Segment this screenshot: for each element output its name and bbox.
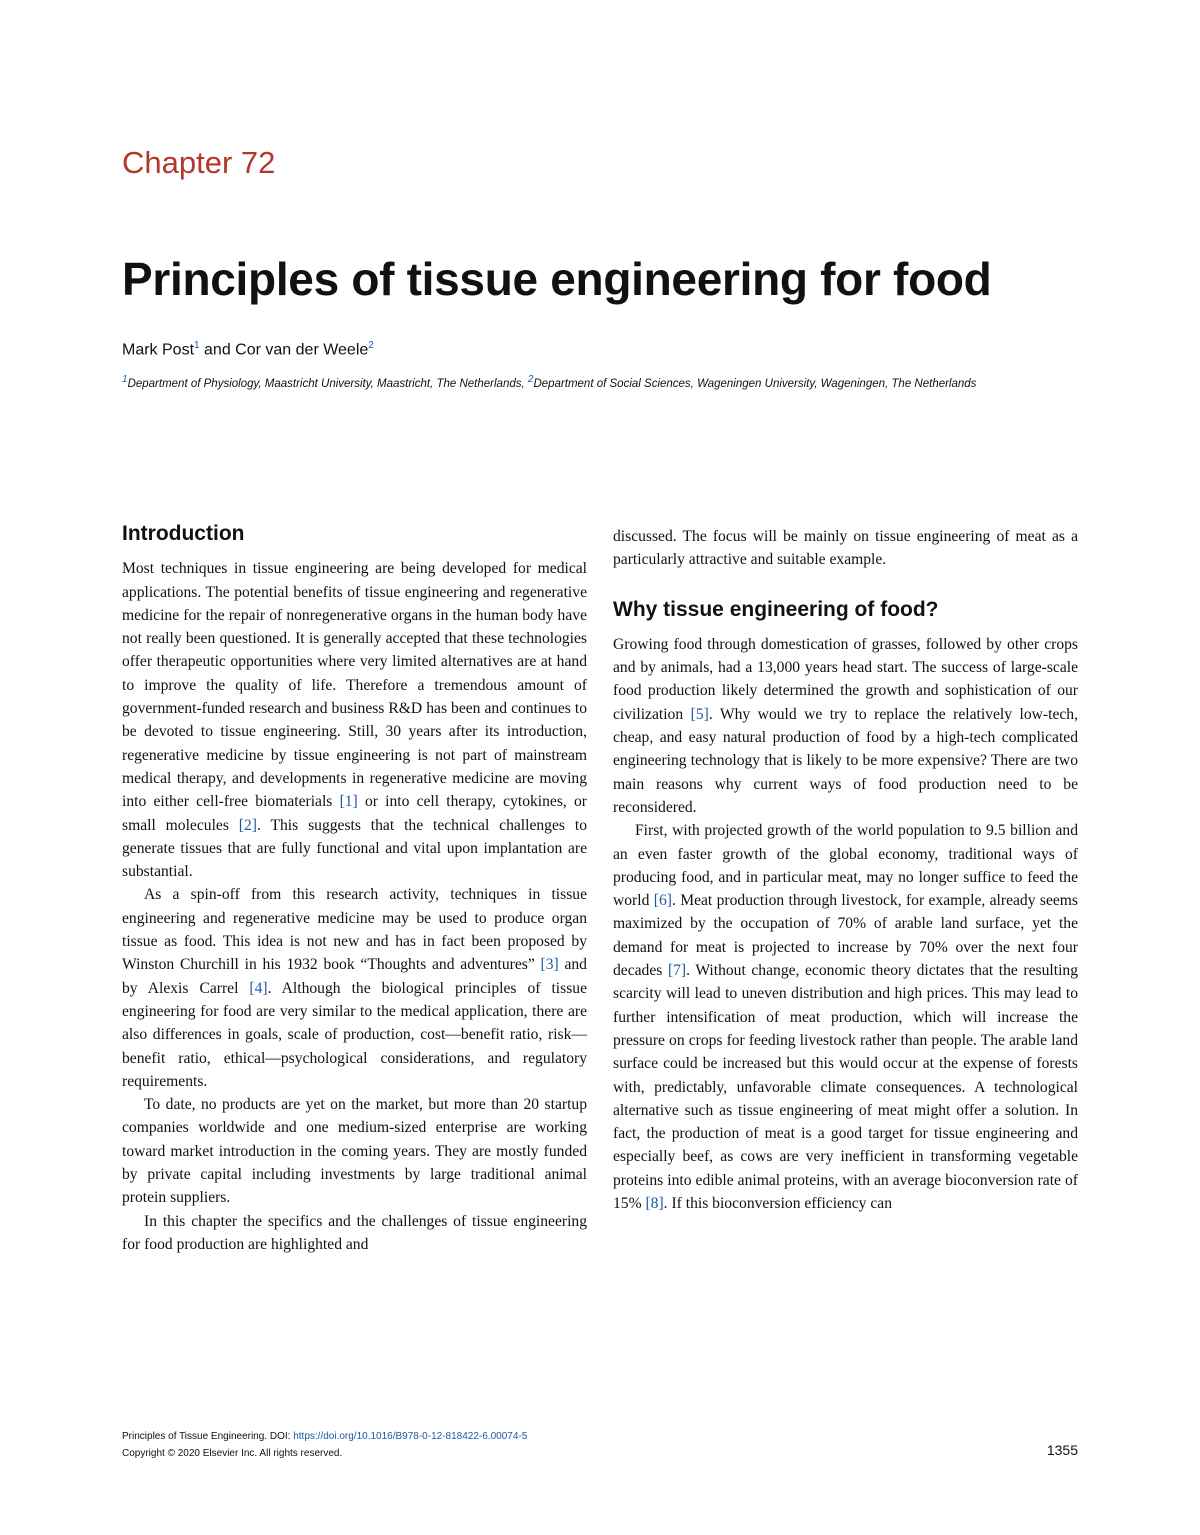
citation-link[interactable]: [4] xyxy=(249,979,268,997)
paragraph xyxy=(613,633,1078,819)
paragraph xyxy=(122,557,587,883)
paragraph-text: First, with projected growth of the world population to 9.5 billion and an even faster growth of the global economy, traditional ways of producing food, and in particular meat, may no longer suffice to feed the world xyxy=(613,822,1078,910)
section-heading-introduction: Introduction xyxy=(122,522,245,545)
affiliation-marker: 2 xyxy=(527,374,534,385)
chapter-label: Chapter 72 xyxy=(122,145,276,180)
paragraph-text: and by Alexis Carrel xyxy=(122,956,587,997)
right-column xyxy=(613,525,1078,1215)
paragraph: In this chapter the specifics and the challenges of tissue engineering for food production are highlighted and xyxy=(122,1212,587,1253)
author-conjunction: and xyxy=(199,341,236,359)
paragraph-text: As a spin-off from this research activity, techniques in tissue engineering and regenerative medicine may be used to produce organ tissue as food. This idea is not new and has in fact been proposed by Winston Churchill in his 1932 book “Thoughts and adventures” xyxy=(122,886,587,974)
section-heading-why: Why tissue engineering of food? xyxy=(613,597,939,621)
paragraph-text: or into cell therapy, cytokines, or small molecules xyxy=(122,793,587,834)
paragraph xyxy=(613,819,1078,1215)
paragraph: To date, no products are yet on the market, but more than 20 startup companies worldwide and one medium-sized enterprise are working toward market introduction in the coming years. They are mostly funded by private capital including investments by large traditional animal protein suppliers. xyxy=(122,1096,587,1207)
paragraph: discussed. The focus will be mainly on tissue engineering of meat as a particularly attractive and suitable example. xyxy=(613,528,1078,569)
copyright-notice: Copyright © 2020 Elsevier Inc. All rights reserved. xyxy=(122,1448,343,1459)
paragraph-text: . Without change, economic theory dictates that the resulting scarcity will lead to uneven distribution and high prices. This may lead to further intensification of meat production, which will increase the pressure on crops for feeding livestock rather than people. The arable land surface could be increased but this would occur at the expense of forests with, predictably, unfavorable climate consequences. A technological alternative such as tissue engineering of meat might offer a solution. In fact, the production of meat is a good target for tissue engineering and especially beef, as cows are very inefficient in transforming vegetable proteins into edible animal proteins, with an average bioconversion rate of 15% xyxy=(613,962,1078,1213)
paragraph-text: . If this bioconversion efficiency can xyxy=(663,1195,893,1213)
doi-link[interactable]: https://doi.org/10.1016/B978-0-12-818422-6.00074-5 xyxy=(293,1431,528,1442)
affiliations xyxy=(122,367,1022,397)
page-footer xyxy=(122,1428,527,1462)
affiliation-marker[interactable]: 2 xyxy=(368,340,374,351)
citation-link[interactable]: [2] xyxy=(238,816,257,834)
book-title: Principles of Tissue Engineering. DOI: xyxy=(122,1431,294,1442)
paragraph-text: . This suggests that the technical challenges to generate tissues that are fully functional and vital upon implantation are substantial. xyxy=(122,816,587,881)
citation-link[interactable]: [5] xyxy=(690,705,709,723)
paragraph-text: Most techniques in tissue engineering are being developed for medical applications. The potential benefits of tissue engineering and regenerative medicine for the repair of nonregenerative organs in the human body have not really been questioned. It is generally accepted that these technologies offer therapeutic opportunities where very limited alternatives are at hand to improve the quality of life. Therefore a tremendous amount of government-funded research and business R&D has been and continues to be devoted to tissue engineering. Still, 30 years after its introduction, regenerative medicine by tissue engineering is not part of mainstream medical therapy, and developments in regenerative medicine are moving into either cell-free biomaterials xyxy=(122,560,587,811)
affiliation-text: Department of Social Sciences, Wageningen University, Wageningen, The Netherlands xyxy=(533,377,977,390)
paragraph-text: Growing food through domestication of grasses, followed by other crops and by animals, had a 13,000 years head start. The success of large-scale food production likely determined the growth and sophistication of our civilization xyxy=(613,635,1078,723)
chapter-title: Principles of tissue engineering for food xyxy=(122,253,992,305)
author-line xyxy=(122,340,374,359)
citation-link[interactable]: [1] xyxy=(339,793,358,811)
paragraph-text: . Although the biological principles of tissue engineering for food are very similar to the medical application, there are also differences in goals, scale of production, cost—benefit ratio, risk—benefit ratio, ethical—psychological considerations, and regulatory requirements. xyxy=(122,979,587,1090)
affiliation-text: Department of Physiology, Maastricht University, Maastricht, The Netherlands, xyxy=(127,377,528,390)
citation-link[interactable]: [7] xyxy=(667,962,687,980)
citation-link[interactable]: [6] xyxy=(653,892,672,910)
author-name: Cor van der Weele xyxy=(235,341,369,359)
paragraph xyxy=(122,883,587,1093)
author-name: Mark Post xyxy=(122,341,195,359)
affiliation-marker: 1 xyxy=(122,374,128,385)
affiliation-marker[interactable]: 1 xyxy=(194,340,200,351)
citation-link[interactable]: [8] xyxy=(645,1195,664,1213)
page-number: 1355 xyxy=(1046,1442,1078,1458)
paragraph-text: . Why would we try to replace the relatively low-tech, cheap, and easy natural production of food by a high-tech complicated engineering technology that is likely to be more expensive? There are two main reasons why current ways of food production need to be reconsidered. xyxy=(613,705,1078,816)
paragraph-text: . Meat production through livestock, for example, already seems maximized by the occupation of 70% of arable land surface, yet the demand for meat is projected to increase by 70% over the next four decades xyxy=(613,892,1078,980)
left-column xyxy=(122,522,587,1256)
footer-citation xyxy=(122,1428,527,1445)
citation-link[interactable]: [3] xyxy=(540,956,559,974)
